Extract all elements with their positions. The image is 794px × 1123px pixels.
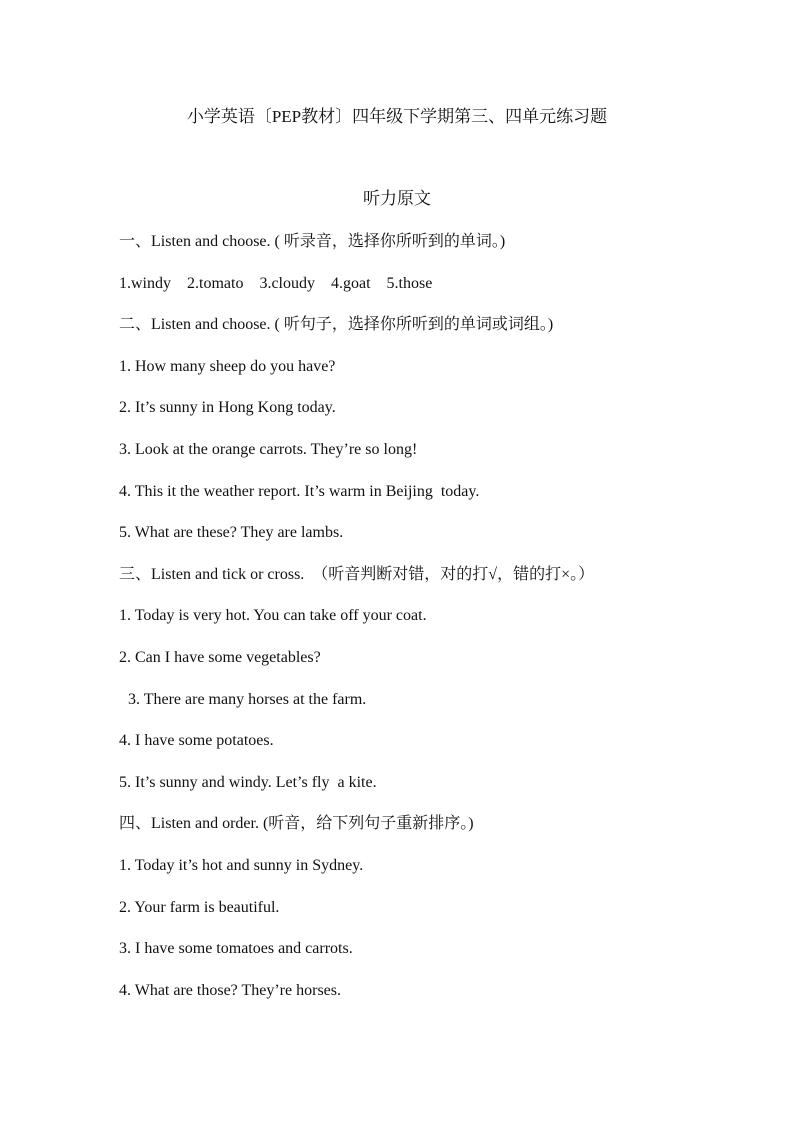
part-2-instruction: 二、Listen and choose. ( 听句子，选择你所听到的单词或词组。) [119,316,554,334]
part-2-sentence-2: 2. It’s sunny in Hong Kong today. [119,399,336,417]
part-3-sentence-5: 5. It’s sunny and windy. Let’s fly a kite. [119,773,377,791]
script-lines [119,231,759,1021]
part-4-sentence-4: 4. What are those? They’re horses. [119,981,341,999]
part-2-sentence-4: 4. This it the weather report. It’s warm in Beijing today. [119,482,480,500]
part-1-instruction: 一、Listen and choose. ( 听录音，选择你所听到的单词。) [119,233,506,250]
part-1-words: 1.windy 2.tomato 3.cloudy 4.goat 5.those [119,274,433,292]
part-3-instruction: 三、Listen and tick or cross. （听音判断对错，对的打√，错的打×。） [119,565,595,583]
part-4-instruction: 四、Listen and order. (听音，给下列句子重新排序。) [119,815,474,833]
part-2-sentence-5: 5. What are these? They are lambs. [119,524,344,542]
part-4-sentence-3: 3. I have some tomatoes and carrots. [119,940,353,958]
part-3-sentence-2: 2. Can I have some vegetables? [119,648,321,666]
part-3-sentence-4: 4. I have some potatoes. [119,732,274,750]
section-heading-listening-script: 听力原文 [363,189,431,208]
part-4-sentence-2: 2. Your farm is beautiful. [119,898,280,916]
document-title: 小学英语〔PEP教材〕四年级下学期第三、四单元练习题 [186,107,608,126]
part-3-sentence-3: 3. There are many horses at the farm. [128,690,367,708]
part-2-sentence-3: 3. Look at the orange carrots. They’re so long! [119,440,418,458]
part-2-sentence-1: 1. How many sheep do you have? [119,357,336,375]
part-3-sentence-1: 1. Today is very hot. You can take off your coat. [119,607,427,625]
part-4-sentence-1: 1. Today it’s hot and sunny in Sydney. [119,856,364,874]
